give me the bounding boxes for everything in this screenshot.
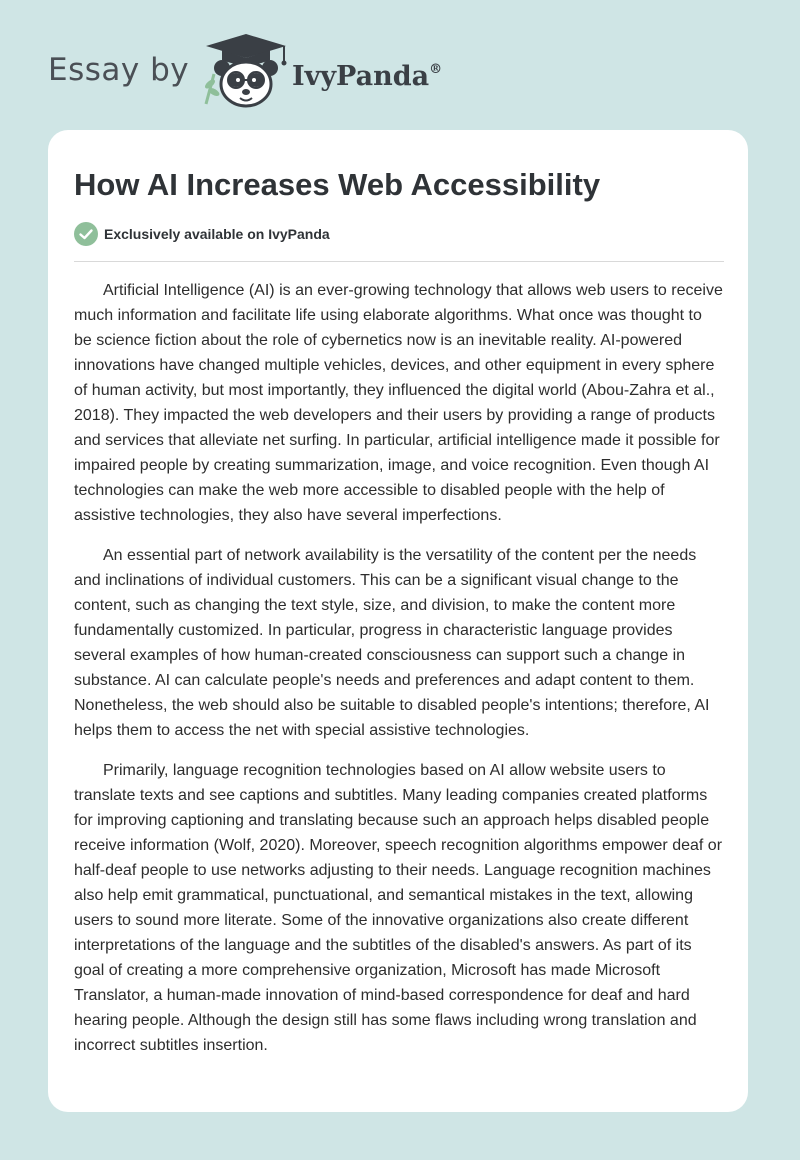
brand-name-text: IvyPanda xyxy=(292,61,430,92)
essay-card xyxy=(48,130,748,1112)
essay-paragraph: Primarily, language recognition technologies based on AI allow website users to translate texts and see captions and subtitles. Many leading companies created platforms for improving captioning and translating because such an approach helps disabled people receive information (Wolf, 2020). Moreover, speech recognition algorithms empower deaf or half-deaf people to use networks adjusting to their needs. Language recognition machines also help emit grammatical, punctuational, and semantical mistakes in the text, allowing users to sound more literate. Some of the innovative organizations also create different interpretations of the language and the subtitles of the disabled's answers. As part of its goal of creating a more comprehensive organization, Microsoft has made Microsoft Translator, a human-made innovation of mind-based correspondence for deaf and hard hearing people. Although the design still has some flaws including wrong translation and incorrect subtitles insertion. xyxy=(74,762,723,1054)
essay-title: How AI Increases Web Accessibility xyxy=(74,167,601,202)
essay-body xyxy=(74,278,724,1073)
title-divider xyxy=(74,261,724,262)
brand-prefix: Essay by xyxy=(48,52,190,88)
site-header xyxy=(0,0,800,125)
essay-paragraph: An essential part of network availability is the versatility of the content per the needs and inclinations of individual customers. This can be a significant visual change to the content, such as changing the text style, size, and division, to make the content more fundamentally customized. In particular, progress in characteristic language provides several examples of how human-created consciousness can support such a change in substance. AI can calculate people's needs and preferences and adapt content to them. Nonetheless, the web should also be suitable to disabled people's intentions; therefore, AI helps them to access the net with special assistive technologies. xyxy=(74,547,710,739)
check-circle-icon xyxy=(74,222,98,246)
panda-graduate-logo-icon[interactable] xyxy=(200,32,292,110)
exclusive-badge xyxy=(74,222,330,246)
exclusive-label: Exclusively available on IvyPanda xyxy=(104,226,330,242)
brand-name[interactable] xyxy=(292,56,442,93)
trademark-symbol: ® xyxy=(429,62,443,77)
essay-paragraph: Artificial Intelligence (AI) is an ever-growing technology that allows web users to receive much information and facilitate life using elaborate algorithms. What once was thought to be science fiction about the role of cybernetics now is an inevitable reality. AI-powered innovations have changed multiple vehicles, devices, and other equipment in every sphere of human activity, but most importantly, they influenced the digital world (Abou-Zahra et al., 2018). They impacted the web developers and their users by providing a range of products and services that alleviate net surfing. In particular, artificial intelligence made it possible for impaired people by creating summarization, image, and voice recognition. Even though AI technologies can make the web more accessible to disabled people with the help of assistive technologies, they also have several imperfections. xyxy=(74,282,723,524)
